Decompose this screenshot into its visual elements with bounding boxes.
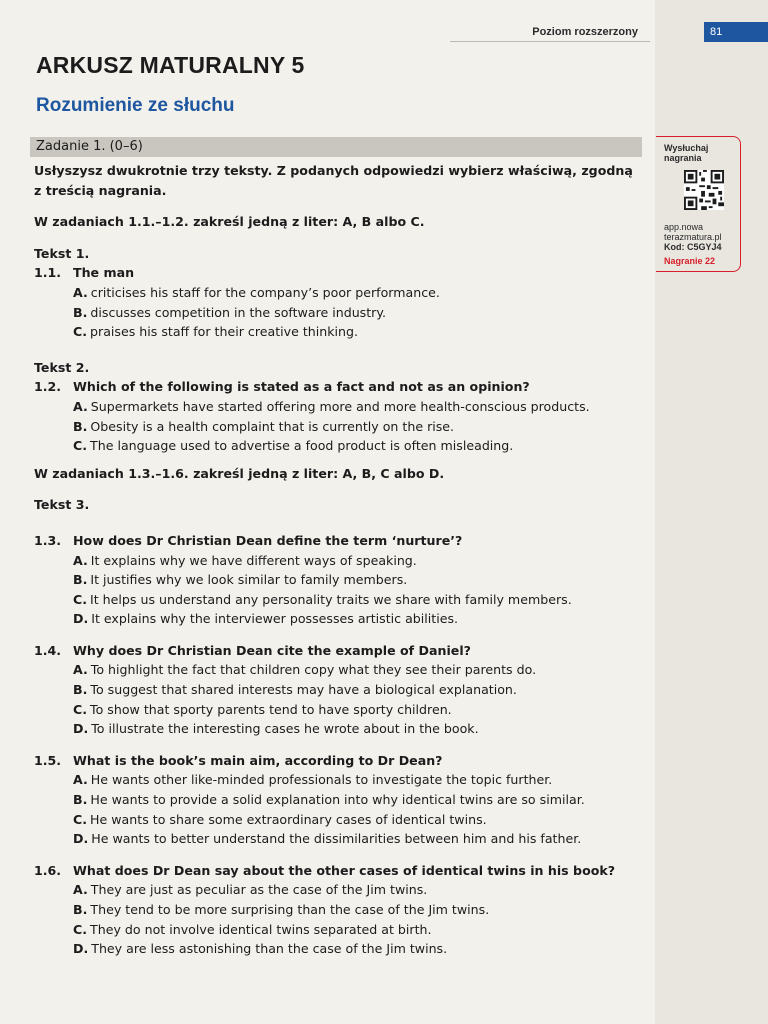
question-number: 1.5.	[34, 752, 62, 768]
page-number: 81	[704, 22, 768, 42]
option-a[interactable]: A. Supermarkets have started offering more and more health-conscious products.	[73, 398, 590, 414]
option-b[interactable]: B. Obesity is a health complaint that is currently on the rise.	[73, 418, 455, 434]
text-heading-2: Tekst 2.	[34, 359, 90, 375]
option-c[interactable]: C. They do not involve identical twins separated at birth.	[73, 921, 432, 937]
track-label: Nagranie 22	[664, 256, 716, 266]
text-heading-3: Tekst 3.	[34, 497, 90, 513]
question-1-2	[34, 377, 642, 455]
option-c[interactable]: C. It helps us understand any personality traits we share with family members.	[73, 591, 572, 607]
option-b[interactable]: B. They tend to be more surprising than the case of the Jim twins.	[73, 902, 490, 917]
question-text: The man	[73, 265, 135, 281]
option-a[interactable]: A. They are just as peculiar as the case of the Jim twins.	[73, 882, 428, 898]
option-d[interactable]: D. He wants to better understand the dissimilarities between him and his father.	[73, 831, 582, 847]
audio-code: Kod: C5GYJ4	[664, 242, 722, 252]
option-c[interactable]: C. praises his staff for their creative thinking.	[73, 324, 359, 340]
option-b[interactable]: B. discusses competition in the software industry.	[73, 304, 387, 320]
option-d[interactable]: D. It explains why the interviewer possesses artistic abilities.	[73, 611, 459, 627]
option-c[interactable]: C. He wants to share some extraordinary cases of identical twins.	[73, 811, 487, 827]
question-number: 1.4.	[34, 642, 62, 658]
task-intro: Usłyszysz dwukrotnie trzy teksty. Z podanych odpowiedzi wybierz właściwą, zgodną z treścią nagrania.	[34, 163, 633, 198]
option-d[interactable]: D. To illustrate the interesting cases he wrote about in the book.	[73, 721, 479, 737]
page-title: ARKUSZ MATURALNY 5	[36, 52, 305, 78]
task-label: Zadanie 1. (0–6)	[30, 137, 642, 157]
question-number: 1.1.	[34, 265, 62, 281]
audio-link-box[interactable]	[656, 136, 741, 272]
question-text: What is the book’s main aim, according to Dr Dean?	[73, 752, 443, 768]
section-title: Rozumienie ze słuchu	[36, 95, 235, 116]
listen-label: Wysłuchaj nagrania	[664, 143, 709, 163]
question-text: What does Dr Dean say about the other cases of identical twins in his book?	[73, 862, 616, 878]
question-text: How does Dr Christian Dean define the term ‘nurture’?	[73, 532, 463, 548]
question-1-6	[34, 861, 642, 959]
question-text: Which of the following is stated as a fact and not as an opinion?	[73, 379, 530, 395]
page-header	[0, 22, 768, 42]
qr-code-icon[interactable]	[684, 170, 724, 210]
option-a[interactable]: A. To highlight the fact that children copy what they see their parents do.	[73, 662, 537, 678]
question-1-5	[34, 751, 642, 849]
option-a[interactable]: A. He wants other like-minded professionals to investigate the topic further.	[73, 772, 553, 788]
question-1-3	[34, 531, 642, 629]
instruction-1: W zadaniach 1.1.–1.2. zakreśl jedną z liter: A, B albo C.	[34, 214, 425, 230]
option-d[interactable]: D. They are less astonishing than the case of the Jim twins.	[73, 941, 448, 957]
question-1-1	[34, 263, 642, 341]
option-a[interactable]: A. It explains why we have different ways of speaking.	[73, 552, 417, 568]
audio-url[interactable]: app.nowa terazmatura.pl	[664, 222, 722, 242]
option-c[interactable]: C. To show that sporty parents tend to have sporty children.	[73, 701, 452, 717]
question-text: Why does Dr Christian Dean cite the example of Daniel?	[73, 642, 471, 658]
question-number: 1.6.	[34, 862, 62, 878]
question-number: 1.2.	[34, 379, 62, 395]
option-b[interactable]: B. It justifies why we look similar to family members.	[73, 572, 408, 588]
option-c[interactable]: C. The language used to advertise a food product is often misleading.	[73, 438, 514, 454]
question-number: 1.3.	[34, 532, 62, 548]
text-heading-1: Tekst 1.	[34, 245, 90, 261]
level-label: Poziom rozszerzony	[450, 22, 650, 42]
option-a[interactable]: A. criticises his staff for the company’s poor performance.	[73, 284, 440, 300]
question-1-4	[34, 641, 642, 739]
task-content	[34, 161, 642, 959]
option-b[interactable]: B. To suggest that shared interests may have a biological explanation.	[73, 682, 517, 698]
instruction-2: W zadaniach 1.3.–1.6. zakreśl jedną z liter: A, B, C albo D.	[34, 465, 445, 481]
option-b[interactable]: B. He wants to provide a solid explanation into why identical twins are so similar.	[73, 792, 585, 808]
